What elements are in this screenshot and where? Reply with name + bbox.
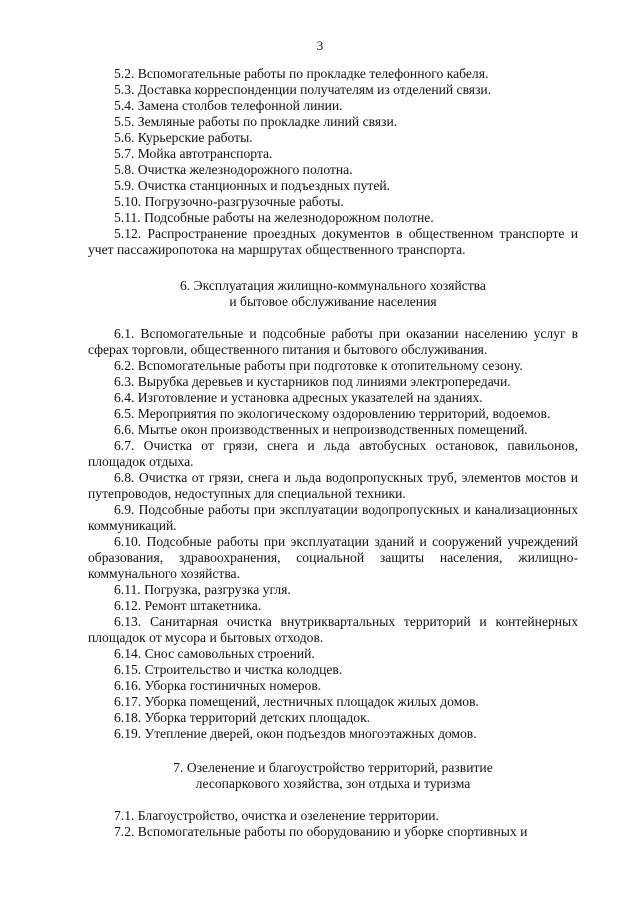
list-item: 5.12. Распространение проездных документов в общественном транспорте и учет пассажиропотока на маршрутах общественного транспорта. <box>88 226 578 257</box>
list-item: 6.9. Подсобные работы при эксплуатации водопропускных и канализационных коммуникаций. <box>88 502 578 533</box>
list-item: 5.9. Очистка станционных и подъездных путей. <box>114 178 391 193</box>
heading-line: и бытовое обслуживание населения <box>229 294 437 309</box>
list-item: 6.18. Уборка территорий детских площадок. <box>114 710 371 725</box>
list-item: 6.8. Очистка от грязи, снега и льда водопропускных труб, элементов мостов и путепроводов, недоступных для специальной техники. <box>88 470 578 501</box>
list-item: 5.6. Курьерские работы. <box>114 130 253 145</box>
section-6-list <box>88 326 578 742</box>
list-item: 6.4. Изготовление и установка адресных указателей на зданиях. <box>114 390 483 405</box>
page-number: 3 <box>316 38 324 53</box>
list-item: 6.14. Снос самовольных строений. <box>114 646 315 661</box>
list-item: 5.11. Подсобные работы на железнодорожном полотне. <box>114 210 434 225</box>
list-item: 5.3. Доставка корреспонденции получателям из отделений связи. <box>114 82 492 97</box>
heading-line: лесопаркового хозяйства, зон отдыха и туризма <box>195 776 471 791</box>
list-item: 6.3. Вырубка деревьев и кустарников под линиями электропередачи. <box>114 374 511 389</box>
list-item: 6.11. Погрузка, разгрузка угля. <box>114 582 291 597</box>
list-item: 7.2. Вспомогательные работы по оборудованию и уборке спортивных и <box>114 824 528 839</box>
list-item: 6.15. Строительство и чистка колодцев. <box>114 662 343 677</box>
list-item: 6.19. Утепление дверей, окон подъездов многоэтажных домов. <box>114 726 477 741</box>
list-item: 7.1. Благоустройство, очистка и озеленение территории. <box>114 808 439 823</box>
list-item: 6.12. Ремонт штакетника. <box>114 598 262 613</box>
list-item: 6.2. Вспомогательные работы при подготовке к отопительному сезону. <box>114 358 523 373</box>
list-item: 5.4. Замена столбов телефонной линии. <box>114 98 343 113</box>
list-item: 6.7. Очистка от грязи, снега и льда автобусных остановок, павильонов, площадок отдыха. <box>88 438 578 469</box>
heading-line: 6. Эксплуатация жилищно-коммунального хозяйства <box>180 278 486 293</box>
list-item: 6.6. Мытье окон производственных и непроизводственных помещений. <box>114 422 528 437</box>
heading-line: 7. Озеленение и благоустройство территорий, развитие <box>173 760 493 775</box>
list-item: 6.16. Уборка гостиничных номеров. <box>114 678 322 693</box>
section-5-list <box>88 66 578 258</box>
list-item: 6.10. Подсобные работы при эксплуатации зданий и сооружений учреждений образования, здравоохранения, социальной защиты населения, жилищно-коммунального хозяйства. <box>88 534 578 581</box>
section-6-heading <box>88 278 578 310</box>
list-item: 6.17. Уборка помещений, лестничных площадок жилых домов. <box>114 694 479 709</box>
section-7-list <box>88 808 578 840</box>
list-item: 5.5. Земляные работы по прокладке линий связи. <box>114 114 398 129</box>
list-item: 5.7. Мойка автотранспорта. <box>114 146 273 161</box>
list-item: 5.2. Вспомогательные работы по прокладке телефонного кабеля. <box>114 66 489 81</box>
list-item: 6.1. Вспомогательные и подсобные работы при оказании населению услуг в сферах торговли, общественного питания и бытового обслуживания. <box>88 326 578 357</box>
list-item: 5.10. Погрузочно-разгрузочные работы. <box>114 194 344 209</box>
list-item: 6.5. Мероприятия по экологическому оздоровлению территорий, водоемов. <box>114 406 551 421</box>
list-item: 5.8. Очистка железнодорожного полотна. <box>114 162 353 177</box>
section-7-heading <box>88 760 578 792</box>
list-item: 6.13. Санитарная очистка внутриквартальных территорий и контейнерных площадок от мусора и бытовых отходов. <box>88 614 578 645</box>
